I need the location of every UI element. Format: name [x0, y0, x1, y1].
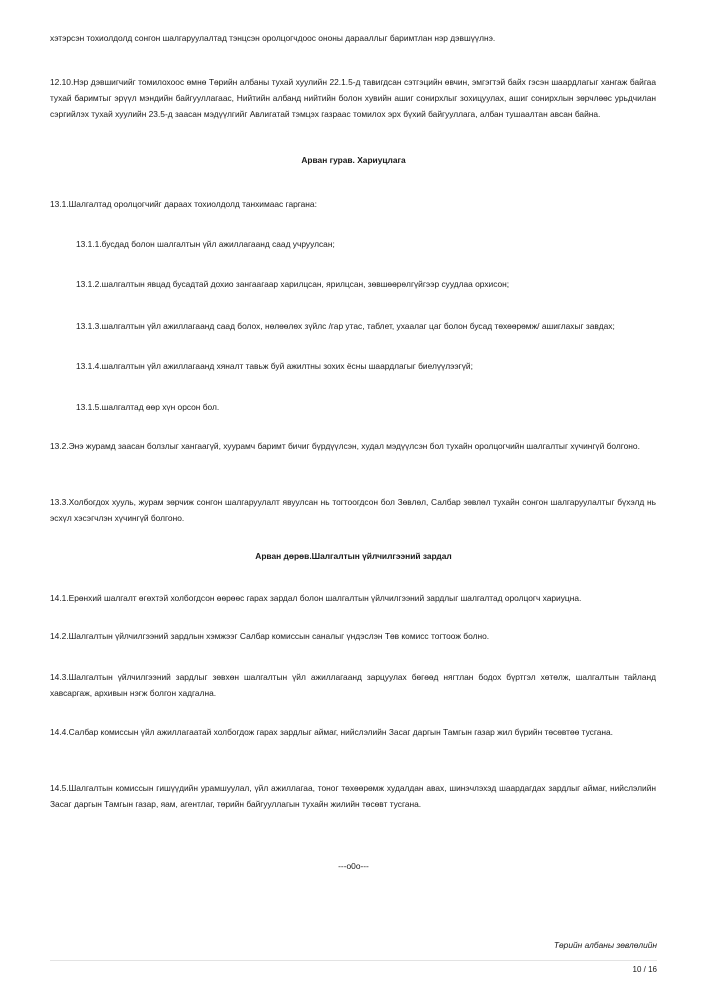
page-number: 10 / 16	[632, 965, 657, 974]
paragraph-14-5: 14.5.Шалгалтын комиссын гишүүдийн урамшуулал, үйл ажиллагаа, тоног төхөөрөмж худалдан авах, шинэчлэхэд шаардагдах зардлыг аймаг, нийслэлийн Засаг даргын Тамгын газар, яам, агентлаг, төрийн байгууллагын тухайн жилийн төсөвт тусгана.	[50, 783, 656, 809]
item-13-1-4: 13.1.4.шалгалтын үйл ажиллагаанд хяналт тавьж буй ажилтны зохих ёсны шаардлагыг биелүүлээгүй;	[76, 361, 473, 371]
footer-divider	[50, 960, 657, 961]
paragraph-13-3: 13.3.Холбогдох хууль, журам зөрчиж сонгон шалгаруулалт явуулсан нь тогтоогдсон бол Зөвлөл, Салбар зөвлөл тухайн сонгон шалгаруулалтыг бүхэлд нь эсхүл хэсэгчлэн хүчингүй болгоно.	[50, 497, 656, 523]
paragraph-13-1: 13.1.Шалгалтад оролцогчийг дараах тохиолдолд танхимаас гаргана:	[50, 199, 317, 209]
section-heading-14: Арван дөрөв.Шалгалтын үйлчилгээний зардал	[255, 551, 452, 561]
end-mark: ---o0o---	[338, 861, 369, 871]
item-13-1-3: 13.1.3.шалгалтын үйл ажиллагаанд саад болох, нөлөөлөх зүйлс /гар утас, таблет, ухаалаг цаг болон бусад төхөөрөмж/ ашиглахыг завдах;	[76, 321, 615, 331]
section-heading-13: Арван гурав. Хариуцлага	[301, 155, 406, 165]
item-13-1-1: 13.1.1.бусдад болон шалгалтын үйл ажиллагаанд саад учруулсан;	[76, 239, 335, 249]
paragraph-14-1: 14.1.Ерөнхий шалгалт өгөхтэй холбогдсон өөрөөс гарах зардал болон шалгалтын үйлчилгээний зардлыг шалгалтад оролцогч хариуцна.	[50, 593, 582, 603]
paragraph-13-2: 13.2.Энэ журамд заасан болзлыг хангаагүй, хуурамч баримт бичиг бүрдүүлсэн, худал мэдүүлсэн бол тухайн оролцогчийн шалгалтыг хүчингүй болгоно.	[50, 441, 640, 451]
item-13-1-2: 13.1.2.шалгалтын явцад бусадтай дохио зангаагаар харилцсан, ярилцсан, зөвшөөрөлгүйгээр суудлаа орхисон;	[76, 279, 510, 289]
paragraph-continuation: хэтэрсэн тохиолдолд сонгон шалгаруулалтад тэнцсэн оролцогчдоос ононы дарааллыг баримтлан нэр дэвшүүлнэ.	[50, 33, 496, 43]
paragraph-12-10: 12.10.Нэр дэвшигчийг томилохоос өмнө Төрийн албаны тухай хуулийн 22.1.5-д тавигдсан сэтгэцийн өвчин, эмгэгтэй байх гэсэн шаардлагыг хангаж байгаа тухай баримтыг эрүүл мэндийн байгууллагаас, Нийтийн албанд нийтийн болон хувийн ашиг сонирхлыг зохицуулах, ашиг сонирхлын зөрчлөөс урьдчилан сэргийлэх тухай хуулийн 23.5-д заасан мэдүүлгийг Авлигатай тэмцэх газраас томилох эрх бүхий байгууллага, албан тушаалтан авсан байна.	[50, 77, 656, 119]
paragraph-14-4: 14.4.Салбар комиссын үйл ажиллагаатай холбогдож гарах зардлыг аймаг, нийслэлийн Засаг даргын Тамгын газар жил бүрийн төсөвтөө тусгана.	[50, 727, 613, 737]
footer-title: Төрийн албаны зөвлөлийн	[553, 940, 657, 950]
item-13-1-5: 13.1.5.шалгалтад өөр хүн орсон бол.	[76, 402, 220, 412]
paragraph-14-2: 14.2.Шалгалтын үйлчилгээний зардлын хэмжээг Салбар комиссын саналыг үндэслэн Төв комисс тогтоож болно.	[50, 631, 490, 641]
paragraph-14-3: 14.3.Шалгалтын үйлчилгээний зардлыг зөвхөн шалгалтын үйл ажиллагаанд зарцуулах бөгөөд нягтлан бодох бүртгэл хөтөлж, шалгалтын тайланд хавсаргаж, архивын нэгж болгон хадгална.	[50, 672, 656, 698]
